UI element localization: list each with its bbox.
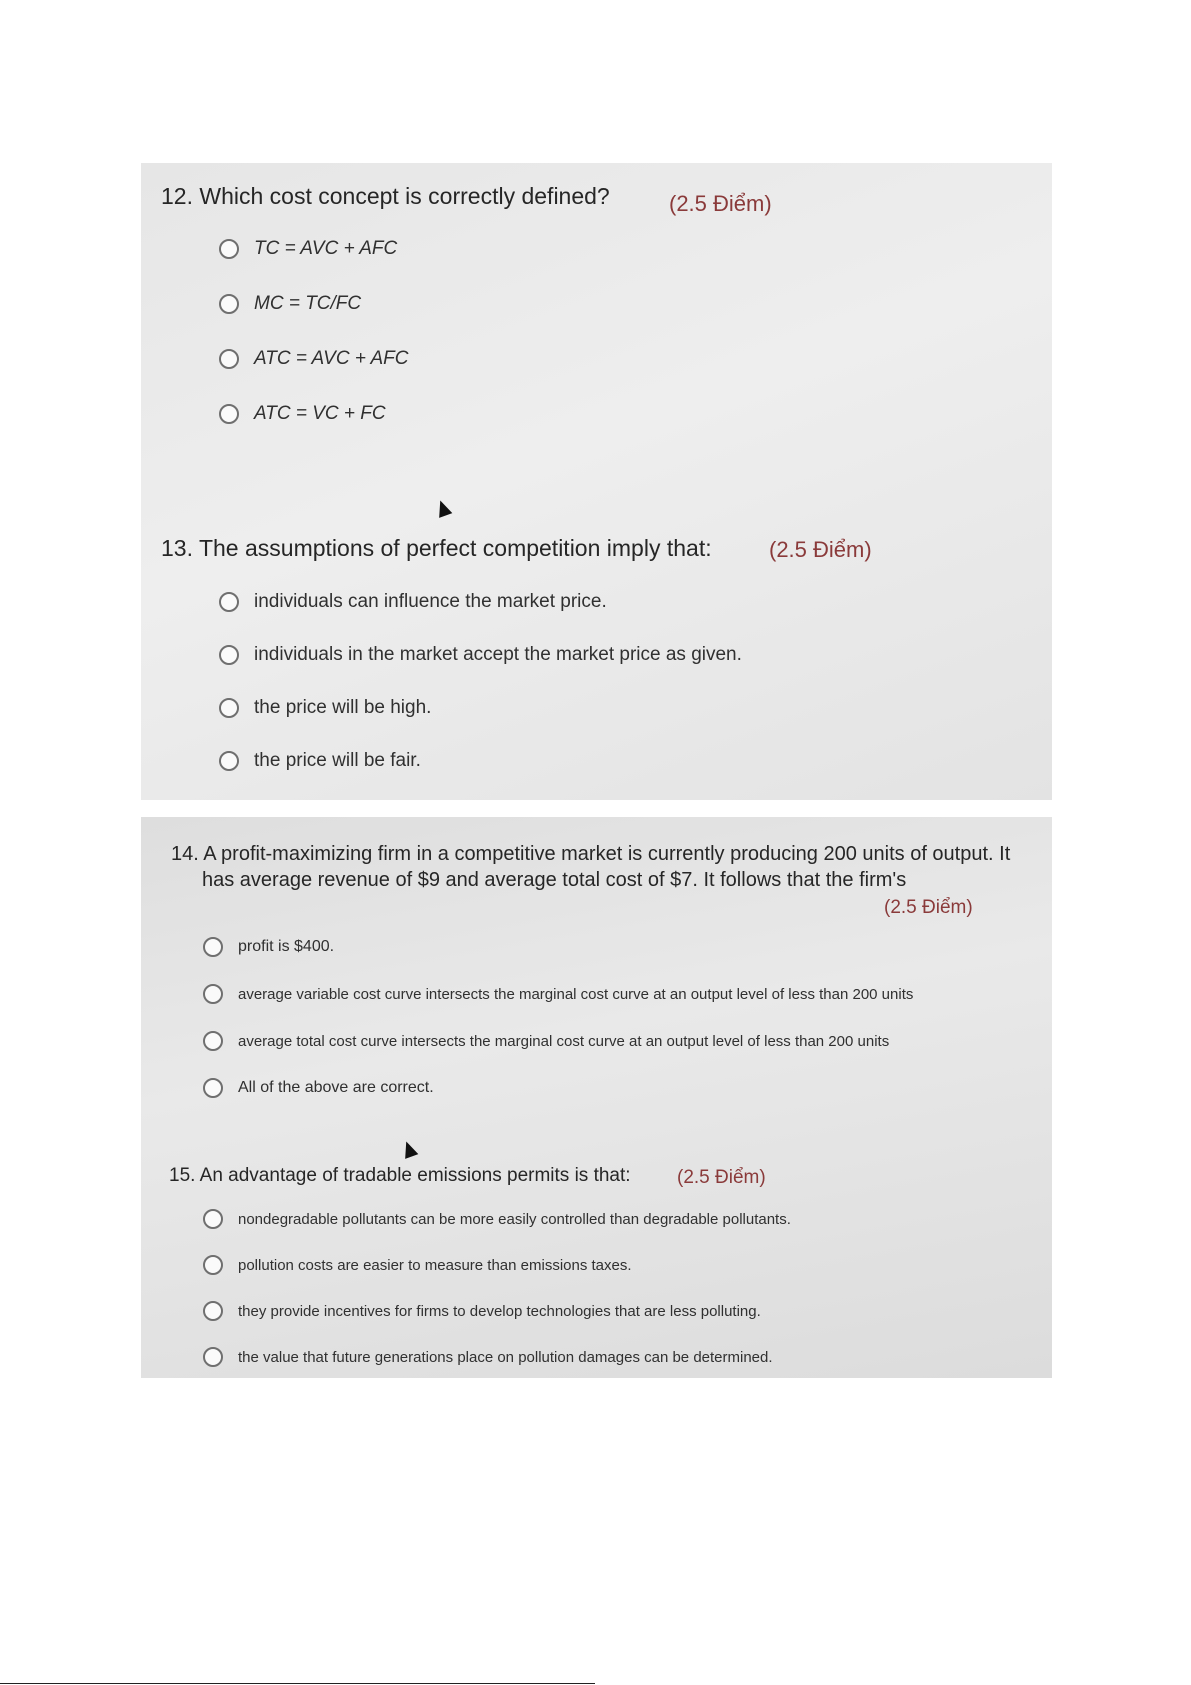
radio-button[interactable] <box>203 937 223 957</box>
question-13-title <box>161 535 712 562</box>
option-label: individuals can influence the market price. <box>254 591 607 612</box>
question-15-title <box>169 1165 631 1187</box>
radio-button[interactable] <box>203 1078 223 1098</box>
option-label: All of the above are correct. <box>238 1079 434 1096</box>
radio-button[interactable] <box>219 698 239 718</box>
radio-button[interactable] <box>203 1031 223 1051</box>
option-label: individuals in the market accept the market price as given. <box>254 644 742 665</box>
question-15-text: An advantage of tradable emissions permits is that: <box>199 1165 631 1186</box>
question-15-points: (2.5 Điểm) <box>677 1167 766 1188</box>
option-label: the value that future generations place on pollution damages can be determined. <box>238 1348 773 1366</box>
question-12-text: Which cost concept is correctly defined? <box>199 183 610 209</box>
option-label: they provide incentives for firms to develop technologies that are less polluting. <box>238 1302 761 1320</box>
radio-button[interactable] <box>219 349 239 369</box>
mouse-cursor-icon <box>400 1139 419 1159</box>
screenshot-photo-1 <box>141 163 1052 800</box>
question-14-option-4[interactable] <box>203 1078 434 1098</box>
option-label: ATC = AVC + AFC <box>254 348 409 369</box>
question-15-option-1[interactable] <box>203 1209 791 1229</box>
option-label: nondegradable pollutants can be more easily controlled than degradable pollutants. <box>238 1210 791 1228</box>
question-14-option-3[interactable] <box>203 1031 889 1051</box>
radio-button[interactable] <box>203 1255 223 1275</box>
question-12-option-2[interactable] <box>219 293 361 315</box>
radio-button[interactable] <box>203 1209 223 1229</box>
option-label: profit is $400. <box>238 938 335 955</box>
footer-rule <box>0 1683 595 1684</box>
radio-button[interactable] <box>203 1347 223 1367</box>
option-label: pollution costs are easier to measure than emissions taxes. <box>238 1256 632 1274</box>
question-12-points: (2.5 Điểm) <box>669 191 772 216</box>
option-label: average variable cost curve intersects the marginal cost curve at an output level of less than 200 units <box>238 985 914 1003</box>
question-14-option-1[interactable] <box>203 937 334 957</box>
question-15-option-4[interactable] <box>203 1347 773 1367</box>
option-label: the price will be fair. <box>254 750 421 771</box>
radio-button[interactable] <box>203 1301 223 1321</box>
question-13-text: The assumptions of perfect competition imply that: <box>198 535 712 561</box>
question-13-option-3[interactable] <box>219 697 431 719</box>
radio-button[interactable] <box>203 984 223 1004</box>
question-13-number: 13. <box>161 535 193 561</box>
question-14-text-line-2: has average revenue of $9 and average total cost of $7. It follows that the firm's <box>202 869 907 891</box>
question-12-option-4[interactable] <box>219 403 386 425</box>
question-14-title <box>171 841 1032 893</box>
question-13-option-1[interactable] <box>219 591 607 613</box>
question-15-option-2[interactable] <box>203 1255 632 1275</box>
option-label: MC = TC/FC <box>254 293 362 314</box>
radio-button[interactable] <box>219 239 239 259</box>
question-12-number: 12. <box>161 183 193 209</box>
question-13-points: (2.5 Điểm) <box>769 537 872 562</box>
question-14-number: 14. <box>171 843 199 865</box>
option-label: TC = AVC + AFC <box>254 238 398 259</box>
radio-button[interactable] <box>219 645 239 665</box>
option-label: ATC = VC + FC <box>254 403 386 424</box>
radio-button[interactable] <box>219 592 239 612</box>
question-12-option-3[interactable] <box>219 348 409 370</box>
screenshot-photo-2 <box>141 817 1052 1378</box>
question-13-option-4[interactable] <box>219 750 421 772</box>
option-label: average total cost curve intersects the marginal cost curve at an output level of less than 200 units <box>238 1032 890 1050</box>
radio-button[interactable] <box>219 751 239 771</box>
question-13-option-2[interactable] <box>219 644 742 666</box>
question-12-title <box>161 183 610 210</box>
question-14-option-2[interactable] <box>203 984 913 1004</box>
question-14-points: (2.5 Điểm) <box>884 897 973 918</box>
question-12-option-1[interactable] <box>219 238 397 260</box>
radio-button[interactable] <box>219 404 239 424</box>
mouse-cursor-icon <box>434 498 453 518</box>
question-15-number: 15. <box>169 1165 196 1186</box>
question-14-text-line-1: A profit-maximizing firm in a competitive market is currently producing 200 units of output. It <box>203 843 1011 865</box>
question-15-option-3[interactable] <box>203 1301 761 1321</box>
option-label: the price will be high. <box>254 697 432 718</box>
radio-button[interactable] <box>219 294 239 314</box>
